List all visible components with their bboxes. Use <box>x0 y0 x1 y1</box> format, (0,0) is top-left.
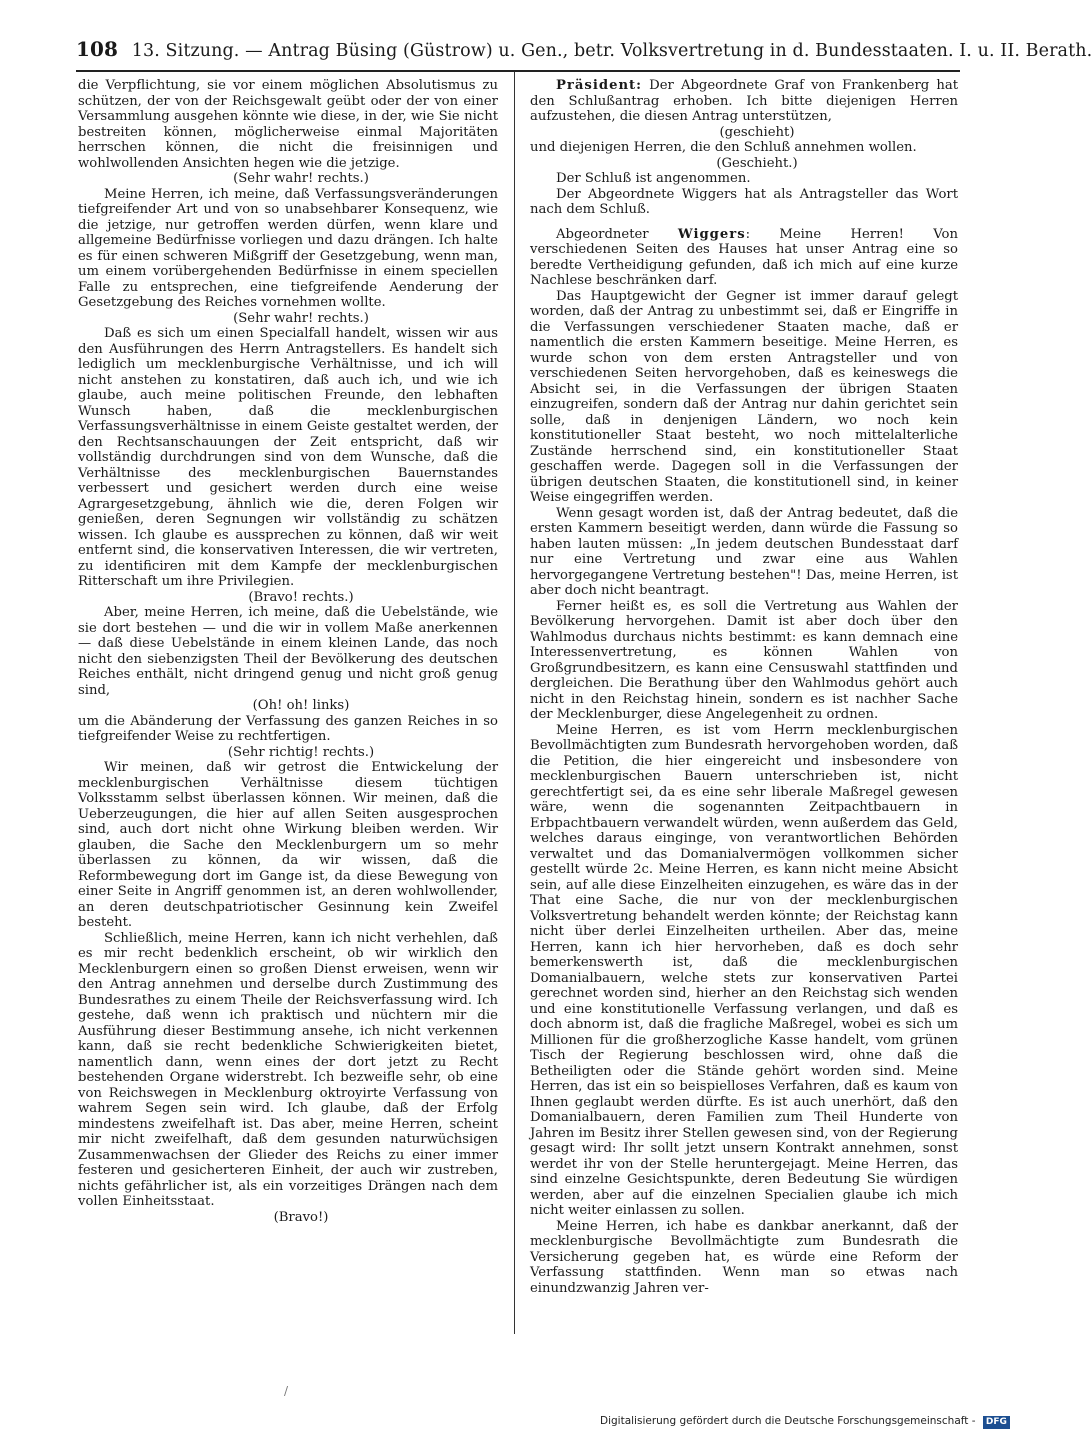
paragraph: um die Abänderung der Verfassung des ganzen Reiches in so tiefgreifender Weise zu rechtfertigen. <box>78 713 498 744</box>
right-column <box>530 78 958 1338</box>
column-divider <box>514 72 515 1334</box>
remark: (Sehr wahr! rechts.) <box>233 171 369 186</box>
paragraph: Das Hauptgewicht der Gegner ist immer darauf gelegt worden, daß der Antrag zu unbestimmt sei, daß er Eingriffe in die Verfassungen verschiedener Staaten mache, daß er namentlich die ersten Kammern beseitige. Meine Herren, es wurde schon von dem ersten Antragsteller und von verschiedenen Seiten hervorgehoben, daß es keineswegs die Absicht sei, in die Verfassungen der übrigen Staaten einzugreifen, sondern daß der Antrag nur dahin gerichtet sein solle, daß in denjenigen Ländern, wo noch kein konstitutioneller Staat besteht, wo noch mittelalterliche Zustände herrschend sind, ein konstitutioneller Staat geschaffen werde. Dagegen soll in die Verfassungen der übrigen deutschen Staaten, die konstitutionell sind, in keiner Weise eingegriffen werden. <box>530 288 958 505</box>
speaker-prefix: Abgeordneter <box>556 226 649 242</box>
paragraph: und diejenigen Herren, die den Schluß annehmen wollen. <box>530 140 917 155</box>
paragraph: Wir meinen, daß wir getrost die Entwickelung der mecklenburgischen Verhältnisse diesem tüchtigen Volksstamm selbst überlassen können. Wir meinen, daß die Ueberzeugungen, die hier auf allen Seiten ausgesprochen sind, auch dort nicht ohne Wirkung bleiben werden. Wir glauben, die Sache den Mecklenburgern um so mehr überlassen zu können, da wir wissen, daß die Reformbewegung dort im Gange ist, da diese Bewegung von einer Seite in Angriff genommen ist, an deren wohlwollender, an deren deutschpatriotischer Gesinnung kein Zweifel besteht. <box>78 760 498 930</box>
running-title: 13. Sitzung. — Antrag Büsing (Güstrow) u. Gen., betr. Volksvertretung in d. Bundesstaaten. I. u. II. Berath. <box>131 41 1092 61</box>
dfg-logo: DFG <box>983 1416 1010 1429</box>
page-number: 108 <box>76 37 119 61</box>
left-column <box>78 78 498 1338</box>
page-header <box>76 30 1092 72</box>
paragraph: Meine Herren, es ist vom Herrn mecklenburgischen Bevollmächtigten zum Bundesrath hervorgehoben worden, daß die Petition, die hier eingereicht und insbesondere von mecklenburgischen Bauern unterschrieben ist, nicht gerechtfertigt sei, da es eine sehr liberale Maßregel gewesen wäre, wenn die sogenannten Zeitpachtbauern in Erbpachtbauern verwandelt würden, wenn außerdem das Geld, welches daraus einginge, von verantwortlichen Behörden verwaltet und das Domanialvermögen vollkommen sicher gestellt würde 2c. Meine Herren, es kann nicht meine Absicht sein, auf alle diese Einzelheiten einzugehen, es wäre das in der That eine Sache, die nur von der mecklenburgischen Volksvertretung behandelt werden könnte; der Reichstag kann nicht über derlei Einzelheiten urtheilen. Aber das, meine Herren, kann ich hier hervorheben, daß es doch sehr bemerkenswerth ist, daß die mecklenburgischen Domanialbauern, welche stets zur konservativen Partei gerechnet worden sind, hierher an den Reichstag sich wenden und eine konstitutionelle Verfassung verlangen, und daß es doch abnorm ist, daß die fragliche Maßregel, wobei es sich um Millionen für die großherzogliche Kasse handelt, vom grünen Tisch der Regierung beschlossen wird, ohne daß die Betheiligten oder die Stände gehört worden sind. Meine Herren, das ist ein so beispielloses Verfahren, daß es kaum von Ihnen geglaubt werden dürfte. Es ist auch unerhört, daß den Domanialbauern, deren Familien zum Theil Hunderte von Jahren im Besitz ihrer Stellen gewesen sind, von der Regierung gesagt wird: Ihr sollt jetzt unsern Kontrakt annehmen, sonst werdet ihr von der Stelle heruntergejagt. Meine Herren, das sind einzelne Gesichtspunkte, deren Bedeutung Sie würdigen werden, aber auf die einzelnen Specialien glaube ich mich nicht weiter einlassen zu sollen. <box>530 722 958 1218</box>
paragraph-text: Der Abgeordnete Graf von Frankenberg hat den Schlußantrag erhoben. Ich bitte diejenigen Herren aufzustehen, die diesen Antrag unterstützen, <box>530 78 958 124</box>
paragraph: die Verpflichtung, sie vor einem möglichen Absolutismus zu schützen, der von der Reichsgewalt geübt oder der von einer Versammlung ausgehen könnte wie diese, in der, wie Sie nicht bestreiten können, möglicherweise einmal Majoritäten herrschen können, die nicht die freisinnigen und wohlwollenden Ansichten hegen wie die jetzige. <box>78 78 498 171</box>
paragraph: Meine Herren, ich meine, daß Verfassungsveränderungen tiefgreifender Art und von so unabsehbarer Konsequenz, wie die jetzige, nur getroffen werden dürfen, wenn klare und allgemeine Bedürfnisse vorliegen und dazu drängen. Ich halte es für einen schweren Mißgriff der Gesetzgebung, wenn man, um einem vorübergehenden Bedürfnisse in einem speciellen Falle zu entsprechen, eine tiefgreifende Aenderung der Gesetzgebung des Reiches vornehmen wollte. <box>78 186 498 310</box>
scan-mark: / <box>284 1384 289 1398</box>
paragraph: Ferner heißt es, es soll die Vertretung aus Wahlen der Bevölkerung hervorgehen. Damit ist aber doch über den Wahlmodus durchaus nichts bestimmt: es kann demnach eine Interessenvertretung, es können Wahlen von Großgrundbesitzern, es kann eine Censuswahl stattfinden und dergleichen. Die Berathung über den Wahlmodus gehört auch nicht in den Reichstag hinein, sondern es ist nachher Sache der Mecklenburger, diese Angelegenheit zu ordnen. <box>530 598 958 722</box>
remark: (Sehr richtig! rechts.) <box>227 744 375 760</box>
paragraph: Der Abgeordnete Wiggers hat als Antragsteller das Wort nach dem Schluß. <box>530 186 958 217</box>
remark: (Bravo! rechts.) <box>248 589 354 605</box>
paragraph: Meine Herren, ich habe es dankbar anerkannt, daß der mecklenburgische Bevollmächtigte zum Bundesrath die Versicherung gegeben hat, es würde eine Reform der Verfassung stattfinden. Wenn man so etwas nach einundzwanzig Jahren ver- <box>530 1218 958 1296</box>
paragraph: Wenn gesagt worden ist, daß der Antrag bedeutet, daß die ersten Kammern beseitigt werden, dann würde die Fassung so haben lauten müssen: „In jedem deutschen Bundesstaat darf nur eine Vertretung und zwar eine aus Wahlen hervorgegangene Vertretung bestehen"! Das, meine Herren, ist aber doch nicht beantragt. <box>530 505 958 598</box>
paragraph: Daß es sich um einen Specialfall handelt, wissen wir aus den Ausführungen des Herrn Antragstellers. Es handelt sich lediglich um mecklenburgische Verhältnisse, und ich will nicht anstehen zu konstatiren, daß auch ich, und wie ich glaube, auch meine politischen Freunde, den lebhaften Wunsch haben, daß die mecklenburgischen Verfassungsverhältnisse in einem Geiste gestaltet werden, der den Rechtsanschauungen der Zeit entspricht, daß wir vollständig durchdrungen sind von dem Wunsche, daß die Verhältnisse des mecklenburgischen Bauernstandes verbessert und gesichert werden durch eine weise Agrargesetzgebung, ähnlich wie die, deren Folgen wir genießen, deren Segnungen wir vollständig zu schätzen wissen. Ich glaube es aussprechen zu können, daß wir weit entfernt sind, die konservativen Interessen, die wir vertreten, zu identificiren mit dem Kampfe der mecklenburgischen Ritterschaft um ihre Privilegien. <box>78 326 498 589</box>
paragraph: Der Schluß ist angenommen. <box>556 171 751 186</box>
paragraph: Aber, meine Herren, ich meine, daß die Uebelstände, wie sie dort bestehen — und die wir in vollem Maße anerkennen — daß diese Uebelstände in einem kleinen Lande, das noch nicht den siebenzigsten Theil der Bevölkerung des deutschen Reiches enthält, nicht dringend genug und nicht groß genug sind, <box>78 605 498 698</box>
spacer <box>530 218 958 227</box>
digitization-credit <box>600 1412 1007 1430</box>
speaker-label: Präsident: <box>556 78 643 93</box>
paragraph: Schließlich, meine Herren, kann ich nicht verhehlen, daß es mir recht bedenklich erscheint, ob wir wirklich den Mecklenburgern einen so großen Dienst erweisen, wenn wir den Antrag annehmen und derselbe durch Zustimmung des Bundesrathes zu einem Theile der Reichsverfassung wird. Ich gestehe, daß wenn ich praktisch und nüchtern mir die Ausführung dieser Bestimmung ansehe, ich nicht verkennen kann, daß sie recht bedenkliche Schwierigkeiten bietet, namentlich dann, wenn eines der dort jetzt zu Recht bestehenden Organe widerstrebt. Ich bezweifle sehr, ob eine von Reichswegen in Mecklenburg oktroyirte Verfassung von wahrem Segen sein wird. Ich glaube, daß der Erfolg mindestens zweifelhaft ist. Das aber, meine Herren, scheint mir nicht zweifelhaft, daß dem gesunden naturwüchsigen Zusammenwachsen der Glieder des Reichs zu einer immer festeren und gesicherteren Einheit, der auch wir zustreben, nichts gefährlicher ist, als ein vorzeitiges Drängen nach dem vollen Einheitsstaat. <box>78 930 498 1209</box>
remark: (Bravo!) <box>273 1209 329 1225</box>
speaker-paragraph <box>530 227 958 289</box>
remark: (Sehr wahr! rechts.) <box>233 310 369 326</box>
remark: (geschieht) <box>719 124 795 140</box>
remark: (Oh! oh! links) <box>252 698 350 713</box>
credit-text: Digitalisierung gefördert durch die Deutsche Forschungsgemeinschaft - <box>600 1415 976 1427</box>
speaker-name: Wiggers <box>677 226 746 242</box>
president-paragraph <box>530 78 958 125</box>
paragraph-text: : Meine Herren! Von verschiedenen Seiten des Hauses hat unser Antrag eine so beredte Vertheidigung gefunden, daß ich mich auf eine kurze Nachlese beschränken darf. <box>530 226 958 288</box>
remark: (Geschieht.) <box>716 155 798 171</box>
